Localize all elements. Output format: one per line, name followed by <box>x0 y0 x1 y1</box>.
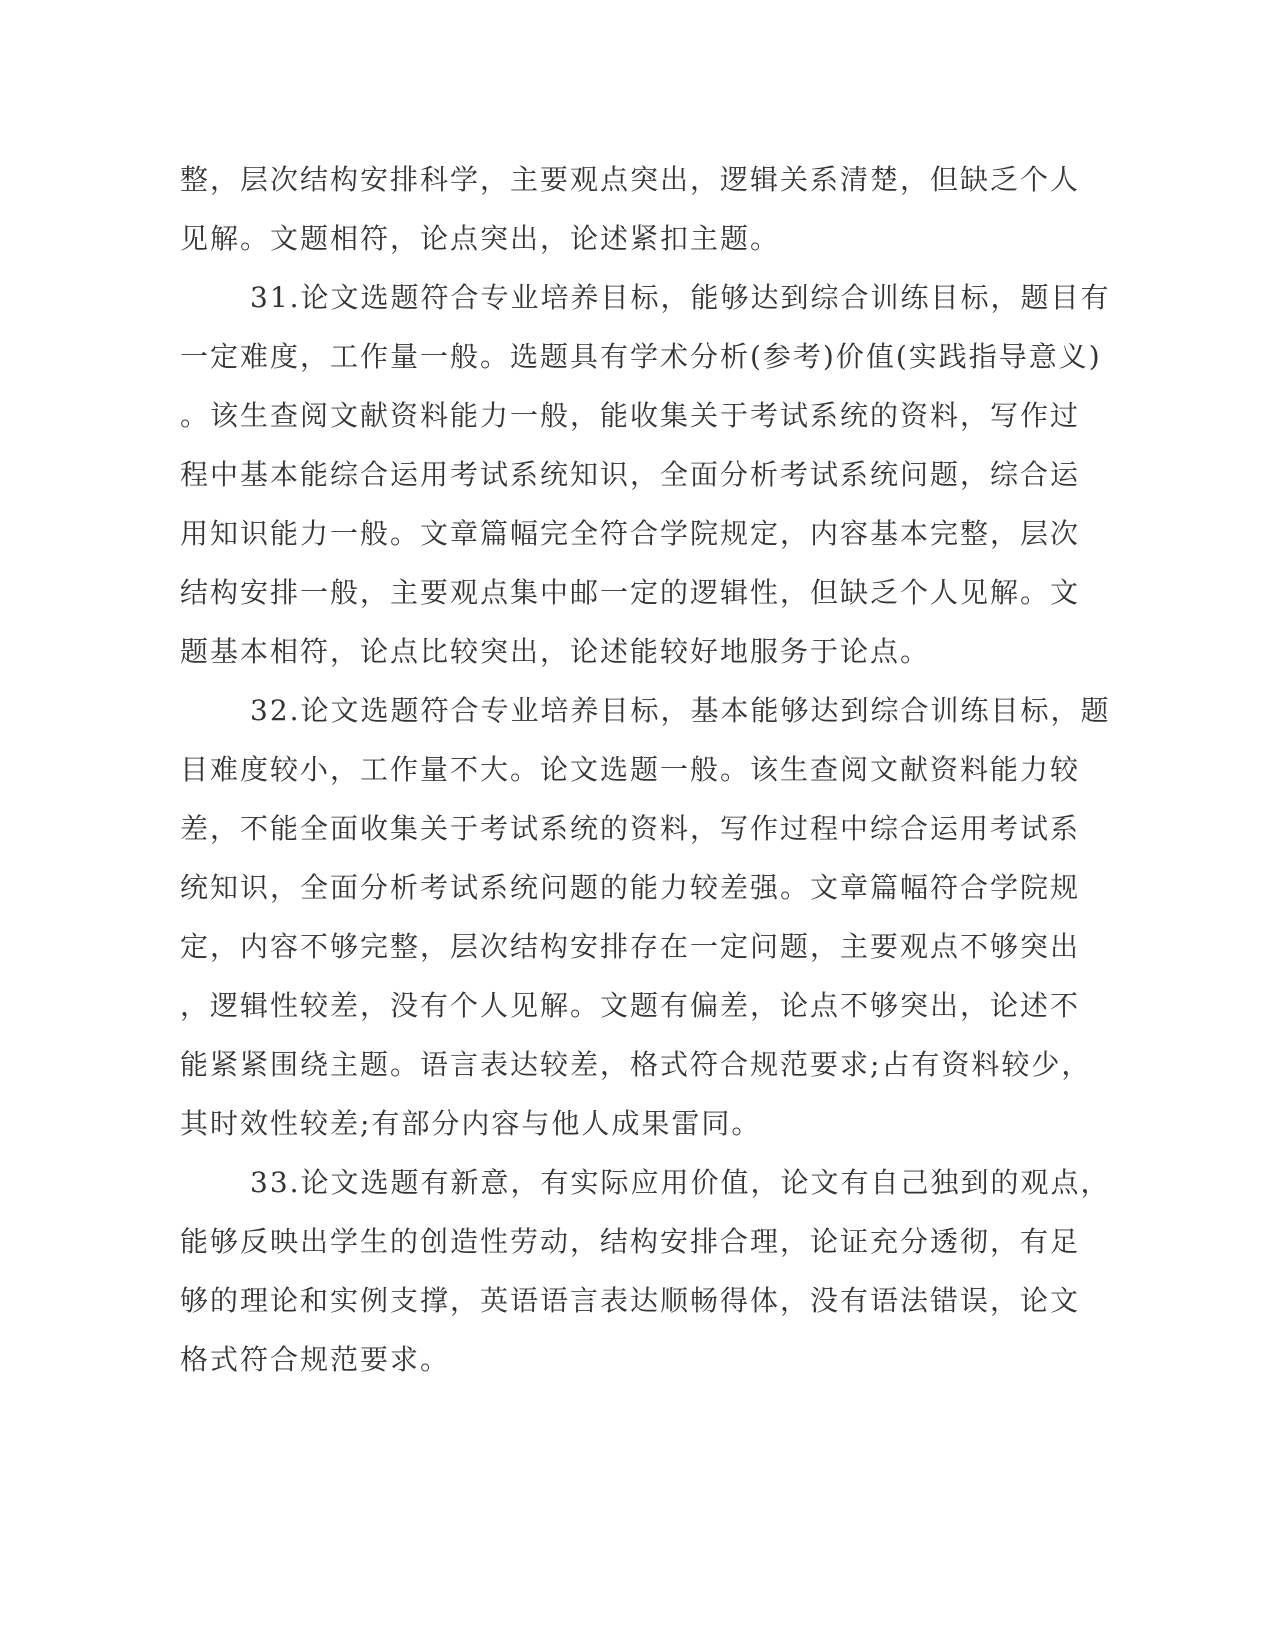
text-line: 能紧紧围绕主题。语言表达较差，格式符合规范要求;占有资料较少， <box>180 1048 1092 1081</box>
text-line: 统知识，全面分析考试系统问题的能力较差强。文章篇幅符合学院规 <box>180 871 1081 904</box>
text-line: 题基本相符，论点比较突出，论述能较好地服务于论点。 <box>180 635 931 668</box>
text-line: 格式符合规范要求。 <box>180 1343 451 1376</box>
paragraph-32-first-line: 32.论文选题符合专业培养目标，基本能够达到综合训练目标，题 <box>250 694 1111 727</box>
text-line: 够的理论和实例支撑，英语语言表达顺畅得体，没有语法错误，论文 <box>180 1284 1081 1317</box>
text-line: 能够反映出学生的创造性劳动，结构安排合理，论证充分透彻，有足 <box>180 1225 1081 1258</box>
text-line: 整，层次结构安排科学，主要观点突出，逻辑关系清楚，但缺乏个人 <box>180 163 1081 196</box>
text-line: 差，不能全面收集关于考试系统的资料，写作过程中综合运用考试系 <box>180 812 1081 845</box>
text-line: 。该生查阅文献资料能力一般，能收集关于考试系统的资料，写作过 <box>180 399 1081 432</box>
text-line: 程中基本能综合运用考试系统知识，全面分析考试系统问题，综合运 <box>180 458 1081 491</box>
text-line: 定，内容不够完整，层次结构安排存在一定问题，主要观点不够突出 <box>180 930 1081 963</box>
text-line: 结构安排一般，主要观点集中邮一定的逻辑性，但缺乏个人见解。文 <box>180 576 1081 609</box>
paragraph-31-first-line: 31.论文选题符合专业培养目标，能够达到综合训练目标，题目有 <box>250 281 1111 314</box>
paragraph-33-first-line: 33.论文选题有新意，有实际应用价值，论文有自己独到的观点， <box>250 1166 1111 1199</box>
text-line: 一定难度，工作量一般。选题具有学术分析(参考)价值(实践指导意义) <box>180 340 1102 373</box>
text-line: 其时效性较差;有部分内容与他人成果雷同。 <box>180 1107 762 1140</box>
text-line: 用知识能力一般。文章篇幅完全符合学院规定，内容基本完整，层次 <box>180 517 1081 550</box>
text-line: ，逻辑性较差，没有个人见解。文题有偏差，论点不够突出，论述不 <box>180 989 1081 1022</box>
text-line: 见解。文题相符，论点突出，论述紧扣主题。 <box>180 222 781 255</box>
text-line: 目难度较小，工作量不大。论文选题一般。该生查阅文献资料能力较 <box>180 753 1081 786</box>
